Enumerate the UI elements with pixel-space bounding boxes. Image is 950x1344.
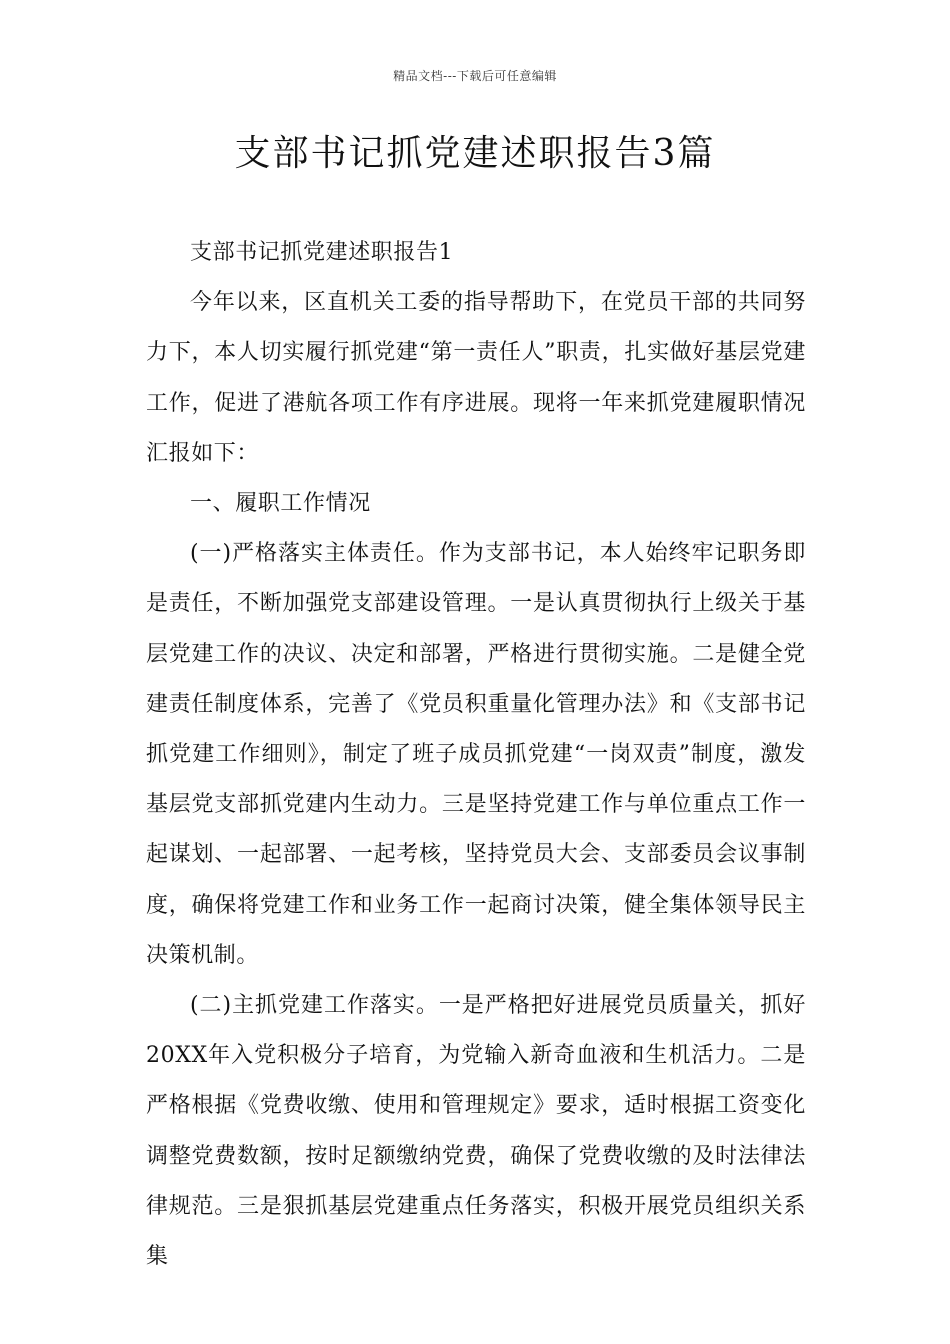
section-subtitle: 支部书记抓党建述职报告1 [190, 240, 454, 265]
paragraph: (二)主抓党建工作落实。一是严格把好进展党员质量关，抓好20XX年入党积极分子培育，为党输入新奇血液和生机活力。二是严格根据《党费收缴、使用和管理规定》要求，适时根据工资变化调整党费数额，按时足额缴纳党费，确保了党费收缴的及时法律法律规范。三是狠抓基层党建重点任务落实，积极开展党员组织关系集 [146, 993, 806, 1270]
section-heading: 一、履职工作情况 [190, 491, 371, 517]
paragraph: (一)严格落实主体责任。作为支部书记，本人始终牢记职务即是责任，不断加强党支部建设管理。一是认真贯彻执行上级关于基层党建工作的决议、决定和部署，严格进行贯彻实施。二是健全党建责任制度体系，完善了《党员积重量化管理办法》和《支部书记抓党建工作细则》，制定了班子成员抓党建“一岗双责”制度，激发基层党支部抓党建内生动力。三是坚持党建工作与单位重点工作一起谋划、一起部署、一起考核，坚持党员大会、支部委员会议事制度，确保将党建工作和业务工作一起商讨决策，健全集体领导民主决策机制。 [146, 541, 806, 968]
document-title: 支部书记抓党建述职报告3篇 [234, 133, 716, 174]
header-note: 精品文档---下载后可任意编辑 [393, 69, 557, 83]
paragraph: 今年以来，区直机关工委的指导帮助下，在党员干部的共同努力下，本人切实履行抓党建“第一责任人”职责，扎实做好基层党建工作，促进了港航各项工作有序进展。现将一年来抓党建履职情况汇报如下： [146, 290, 806, 466]
document-body [146, 228, 806, 1282]
